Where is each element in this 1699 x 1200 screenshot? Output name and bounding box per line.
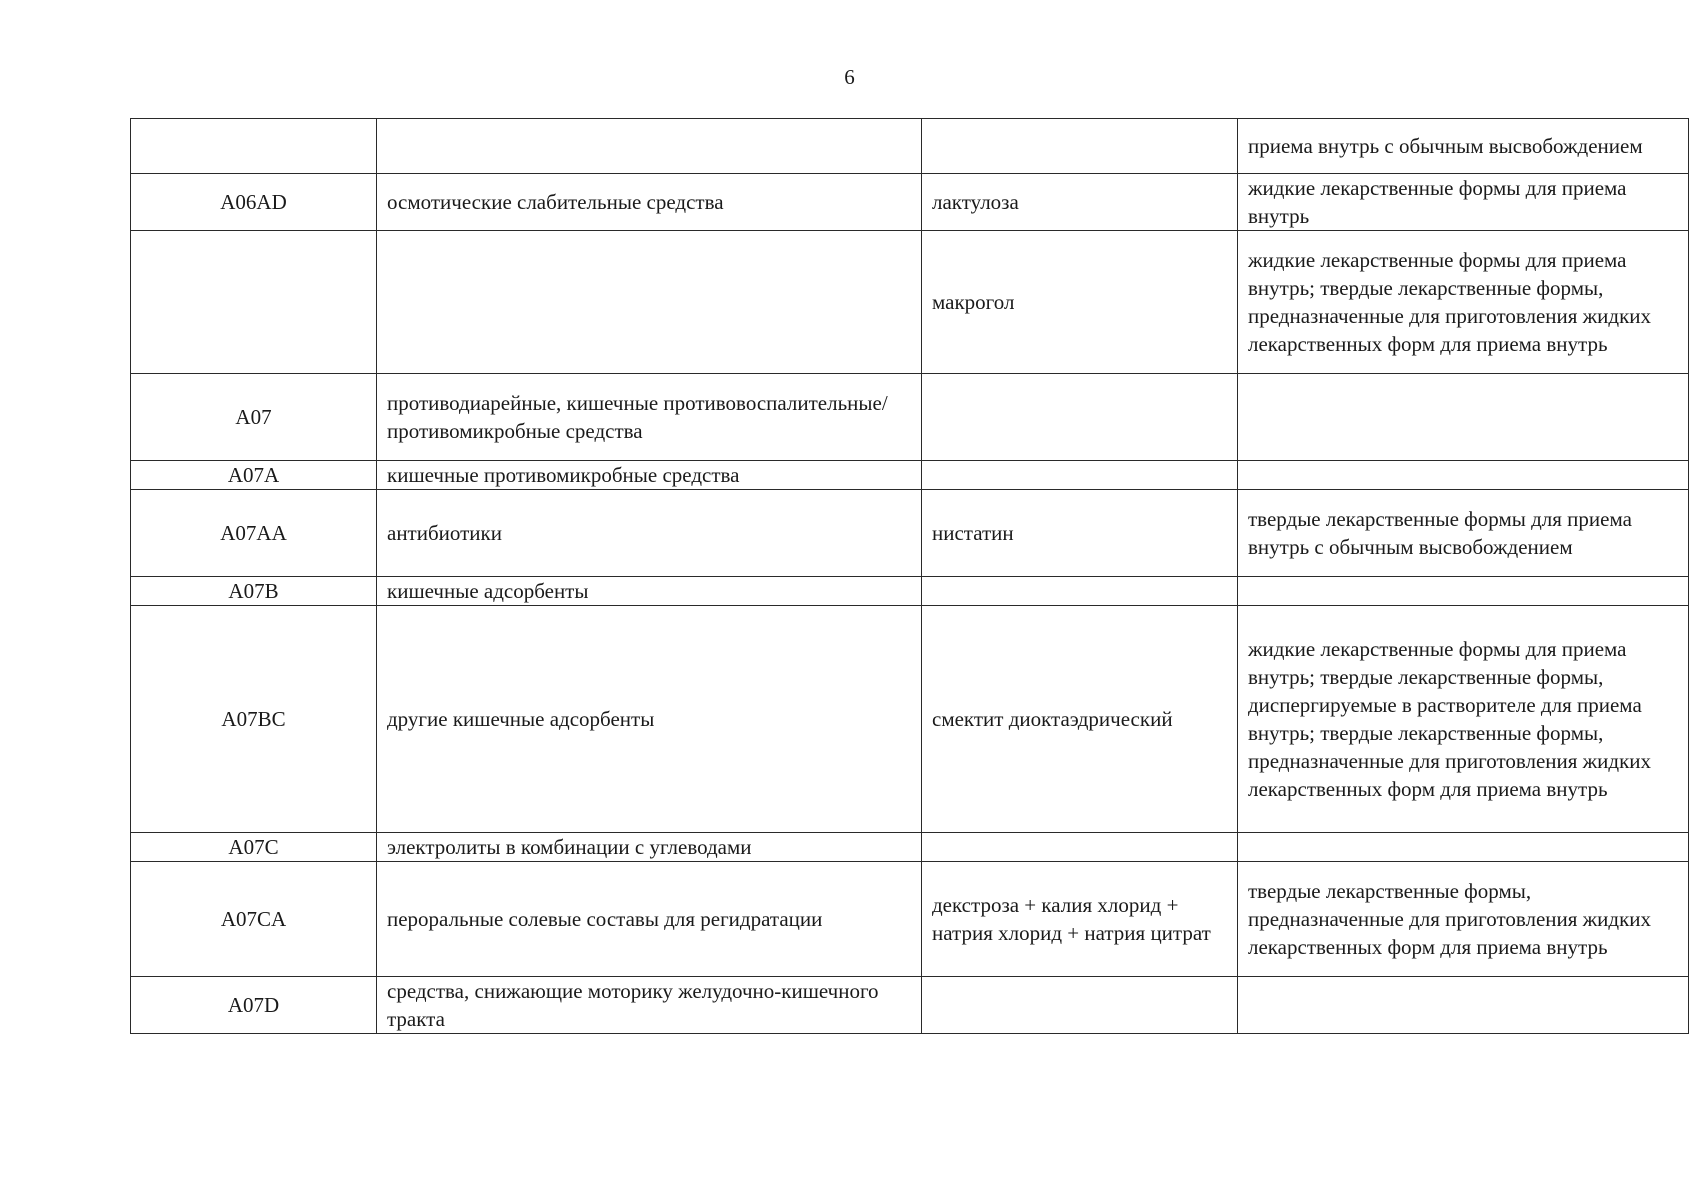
drug-cell [922,461,1238,490]
drug-cell [922,119,1238,174]
drug-cell [922,374,1238,461]
atc-code-cell [131,231,377,374]
table-row [131,461,1689,490]
form-cell: твердые лекарственные формы для приема внутрь с обычным высвобождением [1238,490,1689,577]
table-row [131,231,1689,374]
table-row [131,577,1689,606]
atc-code-cell: A07D [131,977,377,1034]
page-number: 6 [844,65,855,89]
drug-cell: смектит диоктаэдрический [922,606,1238,833]
form-cell: жидкие лекарственные формы для приема внутрь; твердые лекарственные формы, диспергируемые в растворителе для приема внутрь; твердые лекарственные формы, предназначенные для приготовления жидких лекарственных форм для приема внутрь [1238,606,1689,833]
drug-cell: лактулоза [922,174,1238,231]
table-row [131,119,1689,174]
form-cell [1238,577,1689,606]
atc-code-cell: A07B [131,577,377,606]
table-row [131,174,1689,231]
drug-cell: макрогол [922,231,1238,374]
group-cell: пероральные солевые составы для регидратации [377,862,922,977]
form-cell [1238,977,1689,1034]
atc-code-cell: A06AD [131,174,377,231]
atc-code-cell [131,119,377,174]
group-cell: средства, снижающие моторику желудочно-кишечного тракта [377,977,922,1034]
group-cell: антибиотики [377,490,922,577]
form-cell: твердые лекарственные формы, предназначенные для приготовления жидких лекарственных форм для приема внутрь [1238,862,1689,977]
form-cell [1238,374,1689,461]
drug-cell: декстроза + калия хлорид + натрия хлорид + натрия цитрат [922,862,1238,977]
table-row [131,977,1689,1034]
table-row [131,606,1689,833]
table-row [131,862,1689,977]
group-cell [377,231,922,374]
atc-code-cell: A07CA [131,862,377,977]
atc-code-cell: A07C [131,833,377,862]
form-cell [1238,461,1689,490]
table-row [131,490,1689,577]
form-cell [1238,833,1689,862]
group-cell: противодиарейные, кишечные противовоспалительные/ противомикробные средства [377,374,922,461]
form-cell: жидкие лекарственные формы для приема внутрь; твердые лекарственные формы, предназначенные для приготовления жидких лекарственных форм для приема внутрь [1238,231,1689,374]
atc-code-cell: A07AA [131,490,377,577]
drug-cell [922,577,1238,606]
atc-code-cell: A07BC [131,606,377,833]
atc-code-cell: A07 [131,374,377,461]
group-cell: осмотические слабительные средства [377,174,922,231]
group-cell: другие кишечные адсорбенты [377,606,922,833]
form-cell: приема внутрь с обычным высвобождением [1238,119,1689,174]
group-cell [377,119,922,174]
drug-cell [922,977,1238,1034]
form-cell: жидкие лекарственные формы для приема внутрь [1238,174,1689,231]
group-cell: кишечные противомикробные средства [377,461,922,490]
drug-table [130,118,1689,1034]
group-cell: кишечные адсорбенты [377,577,922,606]
table-row [131,833,1689,862]
drug-cell [922,833,1238,862]
group-cell: электролиты в комбинации с углеводами [377,833,922,862]
atc-code-cell: A07A [131,461,377,490]
drug-cell: нистатин [922,490,1238,577]
table-row [131,374,1689,461]
